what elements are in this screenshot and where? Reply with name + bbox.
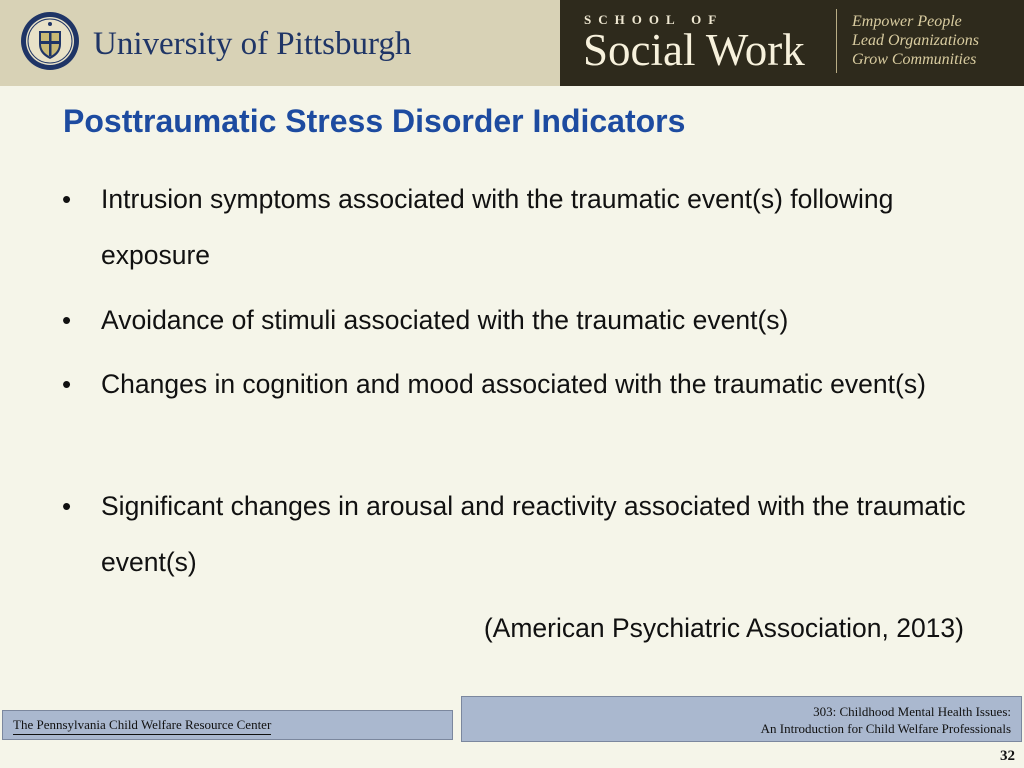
bullet-text: Avoidance of stimuli associated with the traumatic event(s): [101, 305, 789, 335]
tagline-line: Lead Organizations: [852, 32, 979, 49]
footer-course-box: [461, 696, 1022, 742]
page-number: 32: [1000, 748, 1015, 764]
tagline-line: Grow Communities: [852, 51, 977, 68]
university-name: University of Pittsburgh: [93, 26, 412, 62]
banner-divider: [836, 9, 837, 73]
bullet-dot: •: [62, 305, 72, 335]
bullet-dot: •: [62, 184, 72, 214]
citation: (American Psychiatric Association, 2013): [483, 613, 964, 643]
tagline-line: Empower People: [852, 13, 962, 30]
tagline: [852, 12, 979, 69]
slide-header: [0, 0, 1024, 86]
footer-resource-center: [2, 710, 453, 740]
footer-left-text: The Pennsylvania Child Welfare Resource Center: [13, 717, 271, 735]
footer-course-line1: 303: Childhood Mental Health Issues:: [813, 704, 1011, 719]
social-work-label: Social Work: [583, 25, 805, 75]
bullet-dot: •: [62, 491, 72, 521]
bullet-text: Changes in cognition and mood associated with the traumatic event(s): [101, 369, 926, 399]
bullet-text: Significant changes in arousal and reactivity associated with the traumatic event(s): [101, 491, 966, 577]
slide-title: Posttraumatic Stress Disorder Indicators: [63, 103, 686, 139]
university-seal-icon: [20, 11, 80, 71]
bullet-dot: •: [62, 369, 72, 399]
footer-course-line2: An Introduction for Child Welfare Professionals: [760, 721, 1011, 736]
bullet-text: Intrusion symptoms associated with the traumatic event(s) following exposure: [101, 184, 894, 270]
school-of-label: SCHOOL OF: [584, 12, 724, 27]
